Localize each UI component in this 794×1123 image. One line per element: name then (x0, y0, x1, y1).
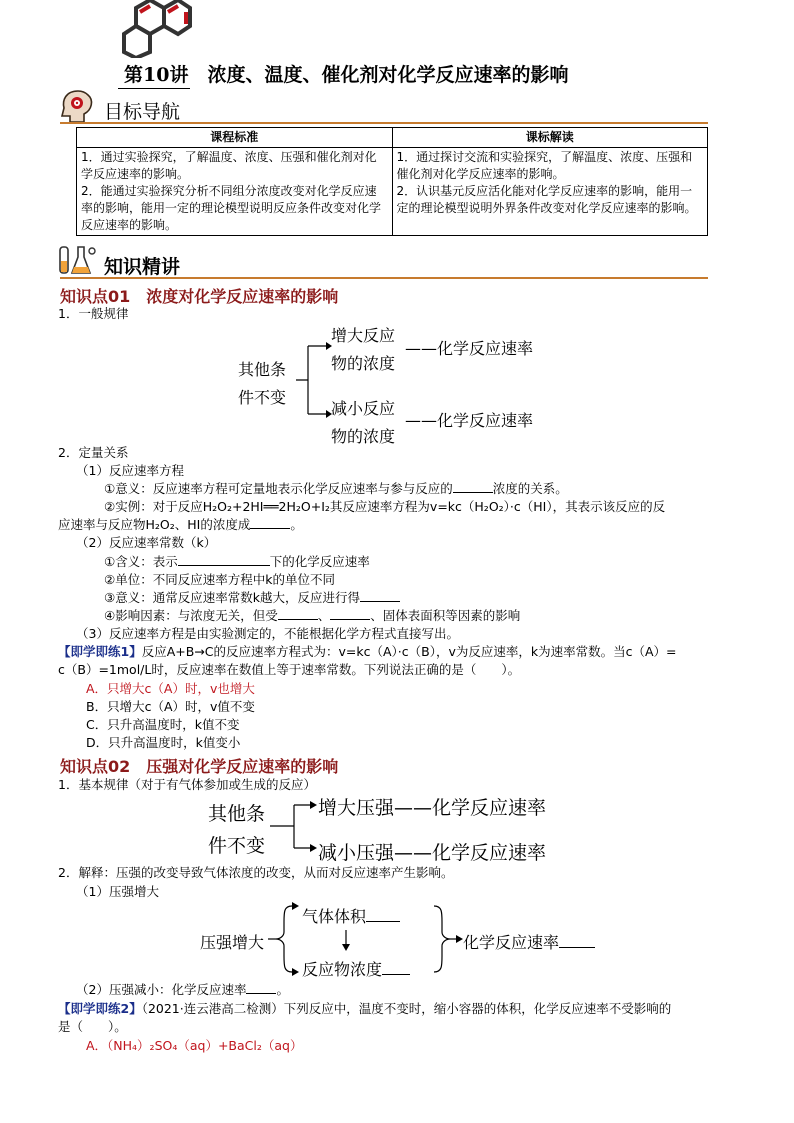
page-title: 第10讲 浓度、温度、催化剂对化学反应速率的影响 (124, 64, 569, 86)
diagram-text: 其他条 (238, 360, 287, 379)
kp1-s1b (104, 498, 665, 515)
text: 、 (317, 608, 331, 623)
diagram-text: 件不变 (208, 835, 266, 857)
text: 。 (290, 517, 303, 532)
standards-table (76, 127, 708, 236)
fill-blank[interactable] (246, 981, 276, 994)
kp1-exercise-l1 (58, 643, 677, 660)
fill-blank[interactable] (250, 516, 290, 529)
kp1-s2d (104, 607, 520, 624)
branch-arrows (270, 798, 320, 854)
kp1-title: 知识点01 浓度对化学反应速率的影响 (60, 287, 339, 306)
brace-right (430, 902, 464, 976)
text: 其反应速率方程为v=kc（H₂O₂）·c（HI），其表示该反应的反 (329, 499, 666, 514)
kp2-item2: 2．解释：压强的改变导致气体浓度的改变，从而对反应速率产生影响。 (58, 865, 454, 880)
text: ②实例：对于反应 (104, 499, 203, 514)
exercise-tag: 【即学即练1】 (58, 644, 142, 659)
kp1-s2a (104, 553, 370, 570)
fill-blank[interactable] (360, 589, 400, 602)
diagram-top-result: ——化学反应速率 (405, 339, 534, 358)
kp1-sub1: （1）反应速率方程 (76, 463, 184, 478)
flask-icon (56, 243, 100, 277)
diagram-text: 增大反应 (331, 326, 396, 345)
option-a[interactable]: A．（NH₄）₂SO₄（aq）+BaCl₂（aq） (86, 1038, 303, 1053)
kp2-item1: 1．基本规律（对于有气体参加或生成的反应） (58, 777, 316, 792)
kp2-exercise-l2: 是（ ）。 (58, 1019, 127, 1034)
fill-blank[interactable] (382, 959, 410, 975)
diagram-bottom (331, 395, 395, 451)
text: ④影响因素：与浓度无关，但受 (104, 608, 278, 623)
kp1-sub2: （2）反应速率常数（k） (76, 535, 217, 550)
diagram-bottom: 减小压强——化学反应速率 (318, 842, 547, 864)
cell-line: 2．能通过实验探究分析不同组分浓度改变对化学反应速率的影响，能用一定的理论模型说明反应条件改变对化学反应速率的影响。 (81, 184, 382, 232)
fill-blank[interactable] (366, 906, 400, 922)
branch-arrows (296, 340, 336, 420)
kp1-s2b: ②单位：不同反应速率方程中k的单位不同 (104, 572, 335, 587)
diagram-top (331, 322, 395, 378)
down-arrow-icon (340, 930, 352, 952)
option-b[interactable]: B．只增大c（A）时，v值不变 (86, 699, 255, 714)
title-rule (118, 88, 190, 89)
kp1-sub3: （3）反应速率方程是由实验测定的，不能根据化学方程式直接写出。 (76, 626, 459, 641)
diagram2-bottom (302, 957, 410, 980)
brace-left (268, 902, 304, 976)
cell-line: 1．通过探讨交流和实验探究，了解温度、浓度、压强和催化剂对化学反应速率的影响。 (396, 150, 693, 181)
diagram-left (238, 356, 286, 412)
kp1-item2: 2．定量关系 (58, 445, 129, 460)
diagram2-top (302, 904, 400, 927)
diagram2-left: 压强增大 (200, 933, 265, 952)
option-a[interactable]: A．只增大c（A）时，v也增大 (86, 681, 255, 696)
diagram-bottom-result: ——化学反应速率 (405, 411, 534, 430)
text: ③意义：通常反应速率常数k越大，反应进行得 (104, 590, 360, 605)
cell-line: 1．通过实验探究，了解温度、浓度、压强和催化剂对化学反应速率的影响。 (81, 150, 377, 181)
table-cell (392, 148, 708, 236)
diagram-text: 物的浓度 (331, 427, 396, 446)
kp2-sub1: （1）压强增大 (76, 884, 159, 899)
diagram-text: 反应物浓度 (302, 960, 383, 979)
text: 浓度的关系。 (492, 481, 568, 496)
diagram-left (208, 798, 265, 862)
text: （2021·连云港高二检测）下列反应中，温度不变时，缩小容器的体积，化学反应速率不受影响的 (141, 1001, 672, 1016)
diagram-text: 气体体积 (302, 907, 367, 926)
kp1-exercise-l2: c（B）=1mol/L时，反应速率在数值上等于速率常数。下列说法正确的是（ ）。 (58, 662, 521, 677)
kp2-title: 知识点02 压强对化学反应速率的影响 (60, 757, 339, 776)
table-header: 课程标准 (77, 128, 393, 148)
fill-blank[interactable] (559, 932, 595, 948)
kp1-s1b-l2 (58, 516, 303, 533)
section-title-target: 目标导航 (104, 101, 181, 123)
diagram-text: 件不变 (238, 388, 287, 407)
text: 。 (276, 982, 289, 997)
kp1-item1: 1．一般规律 (58, 306, 129, 321)
fill-blank[interactable] (278, 607, 318, 620)
text: 反应A+B→C的反应速率方程式为：v=kc（A）·c（B），v为反应速率，k为速率常数。当c（A）= (141, 644, 677, 659)
diagram2-result (463, 930, 595, 953)
kp1-s1a (104, 480, 568, 497)
kp1-s2c (104, 589, 400, 606)
kp2-sub2 (76, 981, 289, 998)
exercise-tag: 【即学即练2】 (58, 1001, 142, 1016)
fill-blank[interactable] (178, 553, 270, 566)
equation: H₂O₂+2HI══2H₂O+I₂ (202, 499, 330, 514)
head-target-icon (58, 88, 98, 124)
text: ①意义：反应速率方程可定量地表示化学反应速率与参与反应的 (104, 481, 453, 496)
cell-line: 2．认识基元反应活化能对化学反应速率的影响，能用一定的理论模型说明外界条件改变对化学反应速率的影响。 (396, 184, 697, 215)
section-rule (60, 122, 708, 124)
text: （2）压强减小：化学反应速率 (76, 982, 247, 997)
text: 、固体表面积等因素的影响 (370, 608, 521, 623)
table-header: 课标解读 (392, 128, 708, 148)
fill-blank[interactable] (330, 607, 370, 620)
kp2-exercise-l1 (58, 1000, 671, 1017)
section-title-knowledge: 知识精讲 (104, 256, 181, 278)
benzene-logo-icon (122, 0, 192, 58)
text: 下的化学反应速率 (269, 554, 370, 569)
text: ①含义：表示 (104, 554, 178, 569)
diagram-top: 增大压强——化学反应速率 (318, 797, 547, 819)
table-cell (77, 148, 393, 236)
fill-blank[interactable] (453, 480, 493, 493)
text: 应速率与反应物H₂O₂、HI的浓度成 (58, 517, 251, 532)
option-d[interactable]: D．只升高温度时，k值变小 (86, 735, 241, 750)
diagram-text: 其他条 (208, 803, 266, 825)
section-rule (60, 277, 708, 279)
diagram-text: 减小反应 (331, 399, 396, 418)
option-c[interactable]: C．只升高温度时，k值不变 (86, 717, 240, 732)
diagram-text: 物的浓度 (331, 354, 396, 373)
diagram-text: 化学反应速率 (463, 933, 560, 952)
